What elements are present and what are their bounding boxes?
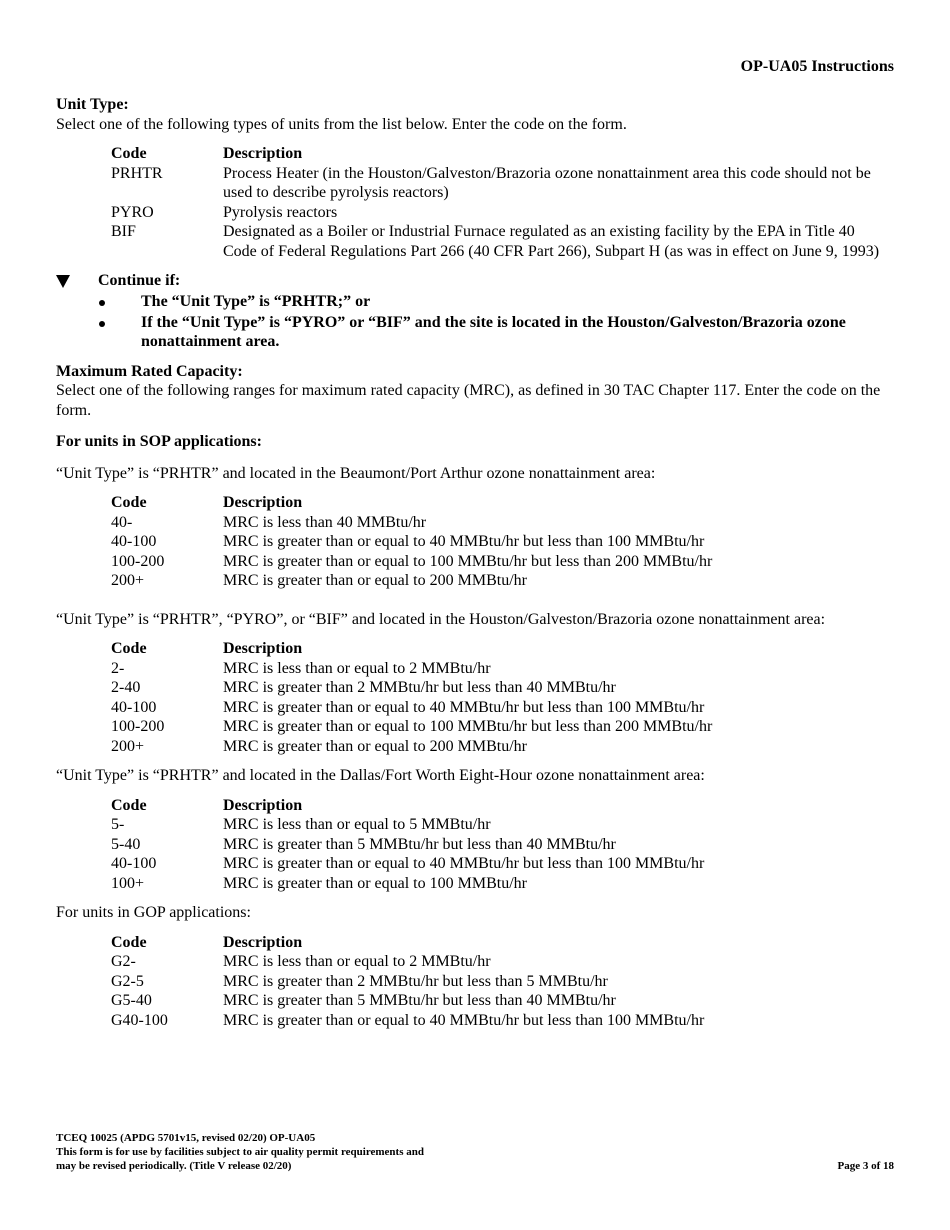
description-cell: MRC is less than or equal to 5 MMBtu/hr bbox=[223, 816, 491, 833]
description-cell: MRC is greater than or equal to 200 MMBtu/hr bbox=[223, 737, 527, 755]
code-cell: 2-40 bbox=[111, 679, 141, 696]
continue-if-block bbox=[56, 271, 896, 352]
sop-heading: For units in SOP applications: bbox=[56, 433, 262, 450]
code-cell: 40-100 bbox=[111, 533, 157, 550]
code-cell: 5- bbox=[111, 816, 125, 833]
page-number: Page 3 of 18 bbox=[837, 1160, 894, 1172]
description-cell: MRC is greater than or equal to 200 MMBtu/hr bbox=[223, 572, 527, 589]
page-header-title: OP-UA05 Instructions bbox=[740, 58, 894, 75]
code-cell: G40-100 bbox=[111, 1011, 168, 1029]
down-triangle-icon bbox=[56, 275, 70, 288]
table-row bbox=[111, 678, 883, 698]
continue-conditions-list bbox=[56, 292, 896, 352]
table-row bbox=[111, 1011, 883, 1031]
beaumont-caption: “Unit Type” is “PRHTR” and located in the Beaumont/Port Arthur ozone nonattainment area: bbox=[56, 464, 656, 482]
description-cell: MRC is greater than 2 MMBtu/hr but less than 40 MMBtu/hr bbox=[223, 679, 616, 696]
table-row bbox=[111, 874, 883, 894]
table-row bbox=[111, 835, 883, 855]
column-header-description: Description bbox=[223, 145, 303, 162]
list-item bbox=[56, 313, 896, 352]
table-header-row bbox=[111, 933, 883, 953]
description-cell: MRC is less than or equal to 2 MMBtu/hr bbox=[223, 953, 491, 970]
unit-type-intro: Select one of the following types of units from the list below. Enter the code on the form. bbox=[56, 115, 627, 133]
table-row bbox=[111, 571, 883, 591]
footer-line: may be revised periodically. (Title V release 02/20) bbox=[56, 1160, 292, 1172]
description-cell: MRC is greater than 5 MMBtu/hr but less than 40 MMBtu/hr bbox=[223, 992, 616, 1009]
column-header-description: Description bbox=[223, 640, 303, 657]
description-cell: MRC is greater than 5 MMBtu/hr but less than 40 MMBtu/hr bbox=[223, 835, 616, 853]
table-row bbox=[111, 513, 883, 533]
column-header-description: Description bbox=[223, 494, 303, 511]
code-cell: 5-40 bbox=[111, 835, 141, 853]
column-header-description: Description bbox=[223, 796, 303, 814]
description-cell: MRC is greater than 2 MMBtu/hr but less than 5 MMBtu/hr bbox=[223, 972, 608, 990]
table-header-row bbox=[111, 144, 888, 164]
code-cell: 100+ bbox=[111, 874, 145, 892]
page-content bbox=[56, 95, 896, 1030]
condition-text: If the “Unit Type” is “PYRO” or “BIF” and the site is located in the Houston/Galveston/Brazoria ozone nonattainment area. bbox=[141, 313, 846, 350]
footer-form-info bbox=[56, 1131, 424, 1173]
table-row bbox=[111, 854, 883, 874]
description-cell: MRC is less than 40 MMBtu/hr bbox=[223, 513, 427, 531]
bullet-icon bbox=[99, 300, 105, 306]
dallas-mrc-table bbox=[111, 796, 883, 894]
unit-type-heading: Unit Type: bbox=[56, 96, 129, 113]
code-cell: 2- bbox=[111, 659, 125, 677]
table-row bbox=[111, 737, 883, 757]
code-cell: 100-200 bbox=[111, 552, 165, 570]
code-cell: G2-5 bbox=[111, 972, 144, 990]
bullet-icon bbox=[99, 321, 105, 327]
code-cell: PYRO bbox=[111, 203, 154, 221]
description-cell: Designated as a Boiler or Industrial Furnace regulated as an existing facility by the EPA in Title 40 Code of Federal Regulations Part 266 (40 CFR Part 266), Subpart H (as was in effect on June 9, 1993) bbox=[223, 223, 880, 260]
description-cell: MRC is greater than or equal to 40 MMBtu/hr but less than 100 MMBtu/hr bbox=[223, 698, 705, 716]
table-header-row bbox=[111, 639, 883, 659]
description-cell: MRC is less than or equal to 2 MMBtu/hr bbox=[223, 659, 491, 677]
description-cell: MRC is greater than or equal to 40 MMBtu/hr but less than 100 MMBtu/hr bbox=[223, 1011, 705, 1029]
code-cell: BIF bbox=[111, 223, 136, 240]
table-row bbox=[111, 203, 888, 223]
code-cell: 200+ bbox=[111, 572, 145, 589]
continue-if-label: Continue if: bbox=[98, 272, 181, 289]
unit-type-table bbox=[111, 144, 888, 261]
table-header-row bbox=[111, 796, 883, 816]
list-item bbox=[56, 292, 896, 312]
table-row bbox=[111, 552, 883, 572]
mrc-intro: Select one of the following ranges for maximum rated capacity (MRC), as defined in 30 TAC Chapter 117. Enter the code on the form. bbox=[56, 382, 881, 419]
beaumont-mrc-table bbox=[111, 493, 883, 591]
code-cell: PRHTR bbox=[111, 164, 163, 182]
table-row bbox=[111, 532, 883, 552]
houston-caption: “Unit Type” is “PRHTR”, “PYRO”, or “BIF” and located in the Houston/Galveston/Brazoria ozone nonattainment area: bbox=[56, 610, 826, 628]
description-cell: Process Heater (in the Houston/Galveston/Brazoria ozone nonattainment area this code should not be used to describe pyrolysis reactors) bbox=[223, 164, 871, 201]
description-cell: MRC is greater than or equal to 40 MMBtu/hr but less than 100 MMBtu/hr bbox=[223, 533, 705, 550]
footer-line: TCEQ 10025 (APDG 5701v15, revised 02/20) OP-UA05 bbox=[56, 1132, 316, 1144]
table-row bbox=[111, 698, 883, 718]
code-cell: 200+ bbox=[111, 737, 145, 755]
table-row bbox=[111, 972, 883, 992]
column-header-code: Code bbox=[111, 640, 147, 657]
code-cell: 100-200 bbox=[111, 718, 165, 735]
code-cell: 40-100 bbox=[111, 698, 157, 716]
table-row bbox=[111, 717, 883, 737]
footer-line: This form is for use by facilities subject to air quality permit requirements and bbox=[56, 1146, 424, 1158]
table-row bbox=[111, 991, 883, 1011]
column-header-code: Code bbox=[111, 145, 147, 162]
code-cell: G5-40 bbox=[111, 992, 152, 1009]
gop-caption: For units in GOP applications: bbox=[56, 904, 251, 921]
code-cell: G2- bbox=[111, 953, 136, 970]
dallas-caption: “Unit Type” is “PRHTR” and located in the Dallas/Fort Worth Eight-Hour ozone nonattainment area: bbox=[56, 767, 705, 784]
table-row bbox=[111, 952, 883, 972]
column-header-code: Code bbox=[111, 494, 147, 511]
description-cell: MRC is greater than or equal to 40 MMBtu/hr but less than 100 MMBtu/hr bbox=[223, 855, 705, 872]
table-header-row bbox=[111, 493, 883, 513]
table-row bbox=[111, 222, 888, 261]
gop-mrc-table bbox=[111, 933, 883, 1031]
column-header-description: Description bbox=[223, 933, 303, 951]
description-cell: MRC is greater than or equal to 100 MMBtu/hr but less than 200 MMBtu/hr bbox=[223, 552, 713, 570]
description-cell: Pyrolysis reactors bbox=[223, 203, 338, 221]
code-cell: 40-100 bbox=[111, 855, 157, 872]
mrc-heading: Maximum Rated Capacity: bbox=[56, 362, 243, 380]
table-row bbox=[111, 815, 883, 835]
column-header-code: Code bbox=[111, 933, 147, 951]
description-cell: MRC is greater than or equal to 100 MMBtu/hr but less than 200 MMBtu/hr bbox=[223, 718, 713, 735]
condition-text: The “Unit Type” is “PRHTR;” or bbox=[141, 293, 371, 310]
houston-mrc-table bbox=[111, 639, 883, 756]
table-row bbox=[111, 164, 888, 203]
code-cell: 40- bbox=[111, 513, 133, 531]
table-row bbox=[111, 659, 883, 679]
description-cell: MRC is greater than or equal to 100 MMBtu/hr bbox=[223, 874, 527, 892]
column-header-code: Code bbox=[111, 796, 147, 814]
